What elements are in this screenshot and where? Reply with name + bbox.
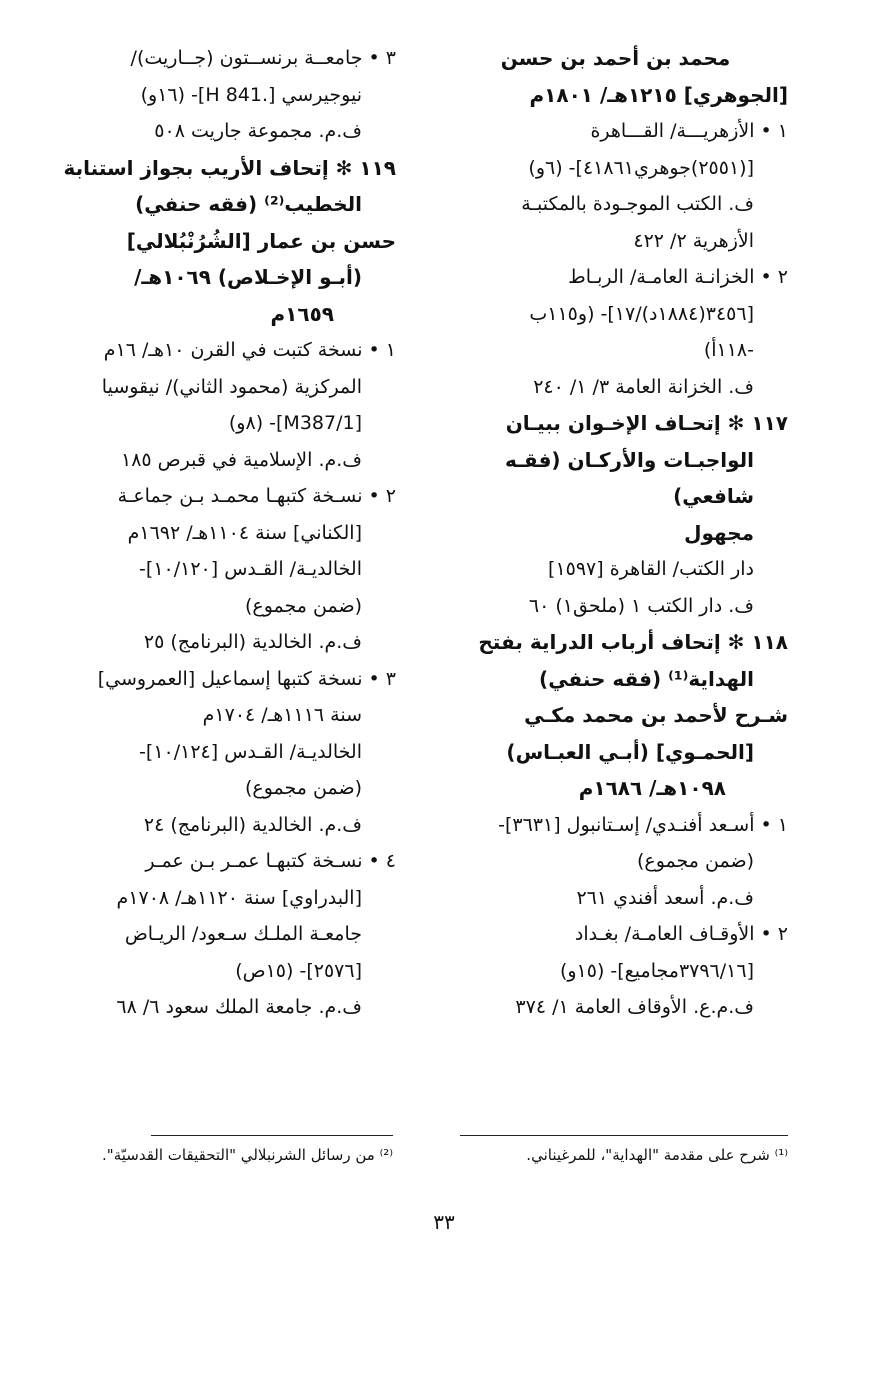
text-line: ١٦٥٩م xyxy=(270,301,334,326)
footnote-right: ⁽¹⁾ شرح على مقدمة "الهداية"، للمرغيناني. xyxy=(526,1146,788,1164)
text-line: ٢ • الخزانـة العامـة/ الربـاط xyxy=(568,266,788,288)
text-line: نيوجيرسي [.841 H]- (١٦و) xyxy=(140,83,362,106)
text-line: سنة ١١١٦هـ/ ١٧٠٤م xyxy=(202,704,362,726)
text-line: (ضمن مجموع) xyxy=(244,777,362,799)
page-number: ٣٣ xyxy=(433,1210,455,1234)
text-line: الأزهرية ٢/ ٤٢٢ xyxy=(633,229,754,252)
text-line: (ضمن مجموع) xyxy=(244,594,362,617)
left-column xyxy=(38,40,396,1026)
text-line: [البدراوي] سنة ١١٢٠هـ/ ١٧٠٨م xyxy=(116,886,362,909)
text-line: ف.م. مجموعة جاريت ٥٠٨ xyxy=(154,120,362,142)
text-line: ٢ • نسـخة كتبهـا محمـد بـن جماعـة xyxy=(117,485,396,507)
text-line: المركزية (محمود الثاني)/ نيقوسيا xyxy=(101,375,362,398)
text-line: ف.م. جامعة الملك سعود ٦/ ٦٨ xyxy=(116,996,362,1018)
text-line: ٢ • الأوقـاف العامـة/ بغـداد xyxy=(574,923,788,945)
text-line: [الجوهري] ١٢١٥هـ/ ١٨٠١م xyxy=(529,82,788,107)
text-line: شافعي) xyxy=(673,484,754,508)
text-line: ف.م.ع. الأوقاف العامة ١/ ٣٧٤ xyxy=(515,996,754,1018)
text-line: [٣٧٩٦/١٦مجاميع]- (١٥و) xyxy=(559,959,754,982)
text-line: -١١٨أ) xyxy=(703,339,754,361)
text-line: ٤ • نسـخة كتبهـا عمـر بـن عمـر xyxy=(145,850,396,872)
text-line: [الحمـوي] (أبـي العبـاس) xyxy=(506,739,754,764)
text-line: [٢٥٧٦]- (١٥ص) xyxy=(235,959,362,982)
text-line: محمد بن أحمد بن حسن xyxy=(500,46,731,70)
text-line: الخطيب⁽²⁾ (فقه حنفي) xyxy=(135,192,362,216)
text-line: [٣٤٥٦(١٨٨٤د)/١٧]- (و١١٥ب xyxy=(529,302,754,325)
text-line: شـرح لأحمد بن محمد مكـي xyxy=(524,703,788,727)
text-line: ف. الكتب الموجـودة بالمكتبـة xyxy=(521,193,754,215)
text-line: [الكناني] سنة ١١٠٤هـ/ ١٦٩٢م xyxy=(127,521,362,544)
text-line: ٣ • نسخة كتبها إسماعيل [العمروسي] xyxy=(97,667,396,690)
text-line: ١ • الأزهريـــة/ القـــاهرة xyxy=(590,120,788,142)
text-line: ١٠٩٨هـ/ ١٦٨٦م xyxy=(578,776,726,800)
text-line: ف.م. الخالدية (البرنامج) ٢٤ xyxy=(143,813,362,836)
text-line: الخالديـة/ القـدس [١٠/١٢٠]- xyxy=(139,558,362,580)
text-line: مجهول xyxy=(684,520,754,545)
text-line: ف. الخزانة العامة ٣/ ١/ ٢٤٠ xyxy=(533,375,754,398)
footnote-divider-left xyxy=(151,1135,393,1136)
footnote-divider-right xyxy=(460,1135,788,1136)
text-line: ف. دار الكتب ١ (ملحق١) ٦٠ xyxy=(528,594,754,617)
right-column xyxy=(443,40,788,1026)
text-line: (ضمن مجموع) xyxy=(636,850,754,872)
text-line: حسن بن عمار [الشُرُنْبُلالي] xyxy=(126,228,396,253)
text-line: ف.م. الخالدية (البرنامج) ٢٥ xyxy=(143,631,362,653)
text-line: ١ • أسـعد أفنـدي/ إسـتانبول [٣٦٣١]- xyxy=(498,813,788,836)
text-line: (أبـو الإخـلاص) ١٠٦٩هـ/ xyxy=(134,265,362,289)
text-line: ١١٩ ✻ إتحاف الأريب بجواز استنابة xyxy=(63,155,396,180)
text-line: الواجبـات والأركـان (فقـه xyxy=(504,447,754,472)
text-line: جامعـة الملـك سـعود/ الريـاض xyxy=(124,923,362,945)
text-line: [M387/1]- (٨و) xyxy=(228,412,362,434)
text-line: الخالديـة/ القـدس [١٠/١٢٤]- xyxy=(139,740,362,763)
text-line: [(٢٥٥١)جوهري٤١٨٦١]- (٦و) xyxy=(528,156,754,179)
text-line: دار الكتب/ القاهرة [١٥٩٧] xyxy=(548,558,754,580)
text-line: ٣ • جامعــة برنســتون (جــاريت)/ xyxy=(130,47,396,69)
text-line: ١ • نسخة كتبت في القرن ١٠هـ/ ١٦م xyxy=(103,339,396,361)
text-line: ١١٧ ✻ إتحـاف الإخـوان ببيـان xyxy=(505,411,788,435)
text-line: ١١٨ ✻ إتحاف أرباب الدراية بفتح xyxy=(478,630,788,654)
text-line: ف.م. أسعد أفندي ٢٦١ xyxy=(576,886,754,909)
text-line: ف.م. الإسلامية في قبرص ١٨٥ xyxy=(121,448,362,471)
footnote-left: ⁽²⁾ من رسائل الشرنبلالي "التحقيقات القدسيّة". xyxy=(102,1146,393,1164)
text-line: الهداية⁽¹⁾ (فقه حنفي) xyxy=(539,666,754,691)
